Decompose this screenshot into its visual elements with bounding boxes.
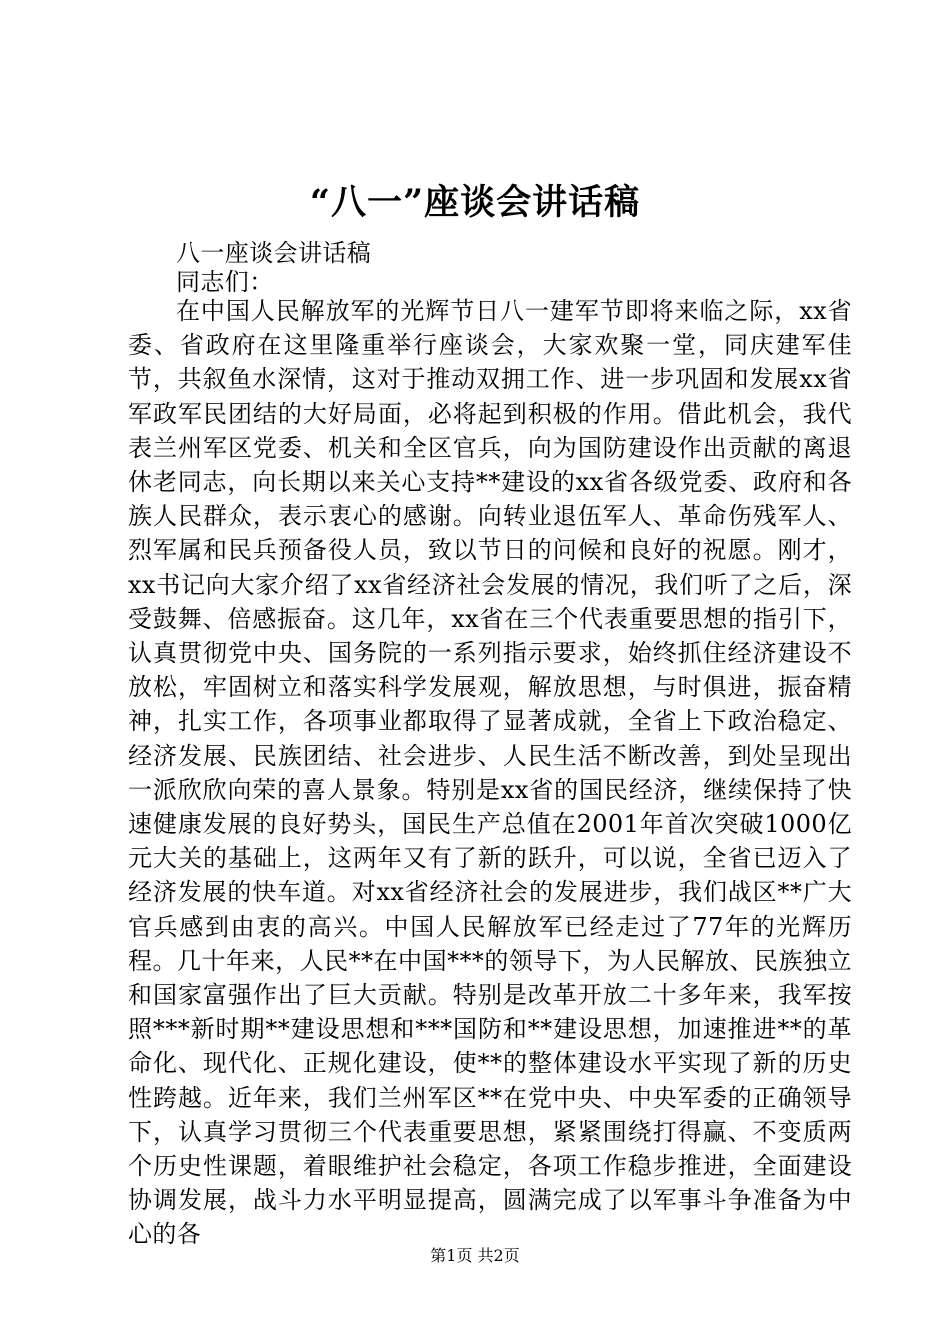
page-footer: 第1页 共2页 xyxy=(430,1246,520,1265)
body-paragraph: 在中国人民解放军的光辉节日八一建军节即将来临之际，xx省委、省政府在这里隆重举行座谈会，大家欢聚一堂，同庆建军佳节，共叙鱼水深情，这对于推动双拥工作、进一步巩固和发展xx省军政军民团结的大好局面，必将起到积极的作用。借此机会，我代表兰州军区党委、机关和全区官兵，向为国防建设作出贡献的离退休老同志，向长期以来关心支持**建设的xx省各级党委、政府和各族人民群众，表示衷心的感谢。向转业退伍军人、革命伤残军人、烈军属和民兵预备役人员，致以节日的问候和良好的祝愿。刚才，xx书记向大家介绍了xx省经济社会发展的情况，我们听了之后，深受鼓舞、倍感振奋。这几年，xx省在三个代表重要思想的指引下，认真贯彻党中央、国务院的一系列指示要求，始终抓住经济建设不放松，牢固树立和落实科学发展观，解放思想，与时俱进，振奋精神，扎实工作，各项事业都取得了显著成就，全省上下政治稳定、经济发展、民族团结、社会进步、人民生活不断改善，到处呈现出一派欣欣向荣的喜人景象。特别是xx省的国民经济，继续保持了快速健康发展的良好势头，国民生产总值在2001年首次突破1000亿元大关的基础上，这两年又有了新的跃升，可以说，全省已迈入了经济发展的快车道。对xx省经济社会的发展进步，我们战区**广大官兵感到由衷的高兴。中国人民解放军已经走过了77年的光辉历程。几十年来，人民**在中国***的领导下，为人民解放、民族独立和国家富强作出了巨大贡献。特别是改革开放二十多年来，我军按照***新时期**建设思想和***国防和**建设思想，加速推进**的革命化、现代化、正规化建设，使**的整体建设水平实现了新的历史性跨越。近年来，我们兰州军区**在党中央、中央军委的正确领导下，认真学习贯彻三个代表重要思想，紧紧围绕打得赢、不变质两个历史性课题，着眼维护社会稳定，各项工作稳步推进，全面建设协调发展，战斗力水平明显提高，圆满完成了以军事斗争准备为中心的各 xyxy=(128,297,852,1249)
document-title: “八一”座谈会讲话稿 xyxy=(309,182,641,223)
salutation: 同志们： xyxy=(176,268,274,296)
document-subtitle: 八一座谈会讲话稿 xyxy=(176,239,372,267)
